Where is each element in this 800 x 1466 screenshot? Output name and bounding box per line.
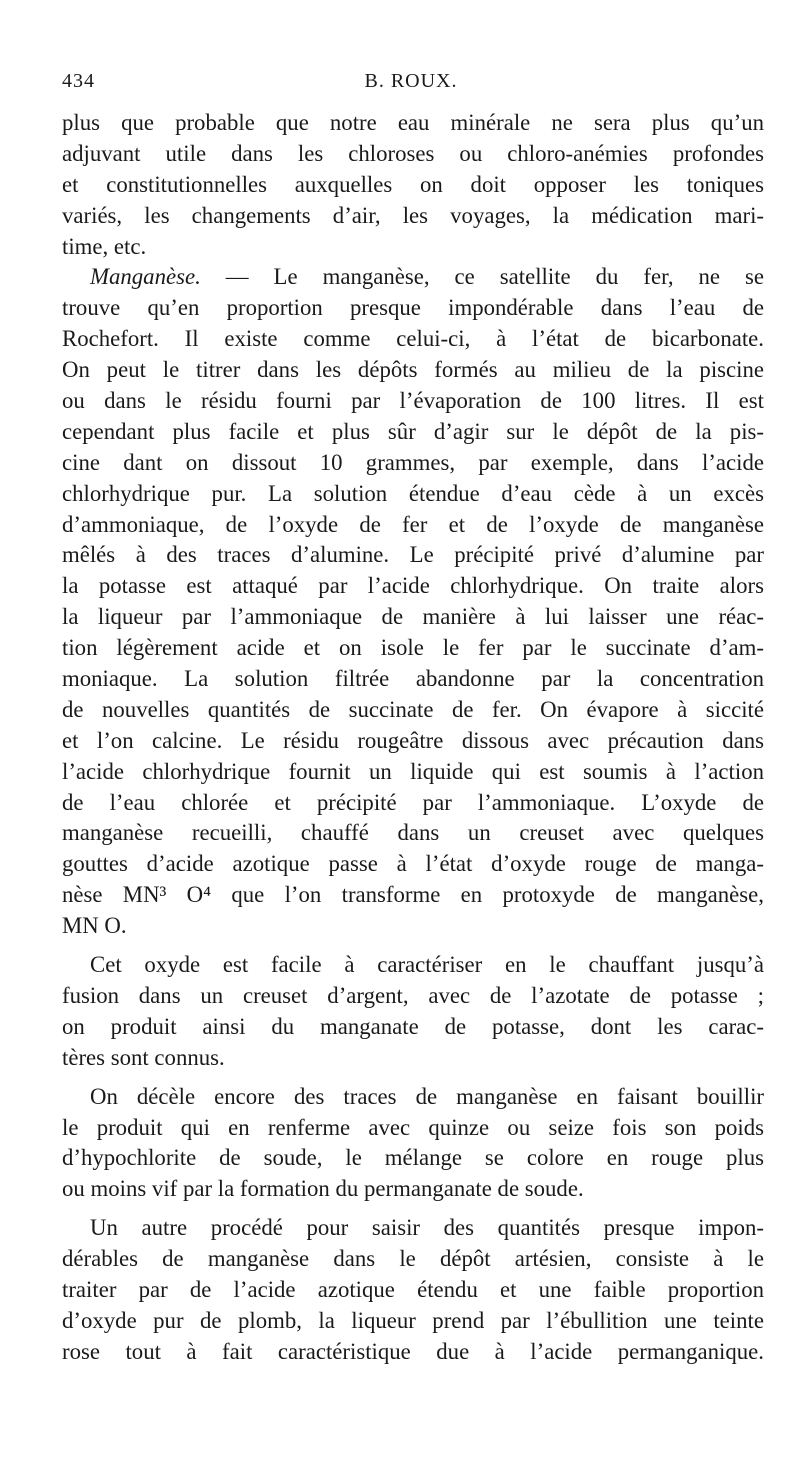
- paragraph: [62, 1213, 764, 1367]
- text-line: traiter par de l’acide azotique étendu et une faible proportion: [62, 1276, 764, 1302]
- text-line: moniaque. La solution filtrée abandonne par la concentration: [62, 666, 764, 692]
- text-line: le produit qui en renferme avec quinze ou seize fois son poids: [62, 1114, 764, 1140]
- text-line: plus que probable que notre eau minérale ne sera plus qu’un: [62, 110, 764, 135]
- text-line: Rochefort. Il existe comme celui-ci, à l’état de bicarbonate.: [62, 326, 764, 352]
- text-line: Cet oxyde est facile à caractériser en le chauffant jusqu’à: [90, 952, 764, 978]
- text-line: adjuvant utile dans les chloroses ou chloro-anémies profondes: [62, 140, 764, 166]
- text-line: d’oxyde pur de plomb, la liqueur prend par l’ébullition une teinte: [62, 1307, 764, 1333]
- text-line: cine dant on dissout 10 grammes, par exemple, dans l’acide: [62, 449, 764, 475]
- paragraph: [62, 262, 764, 942]
- text-line: chlorhydrique pur. La solution étendue d’eau cède à un excès: [62, 480, 764, 506]
- text-line: de nouvelles quantités de succinate de fer. On évapore à siccité: [62, 696, 764, 722]
- text-line: MN O.: [62, 913, 127, 939]
- text-line: la potasse est attaqué par l’acide chlorhydrique. On traite alors: [62, 573, 764, 599]
- text-line: fusion dans un creuset d’argent, avec de l’azotate de potasse ;: [62, 982, 764, 1008]
- text-line: mêlés à des traces d’alumine. Le précipité privé d’alumine par: [62, 542, 764, 568]
- text-line: ou dans le résidu fourni par l’évaporation de 100 litres. Il est: [62, 388, 764, 414]
- text-line: dérables de manganèse dans le dépôt artésien, consiste à le: [62, 1246, 764, 1272]
- text-line: et l’on calcine. Le résidu rougeâtre dissous avec précaution dans: [62, 727, 764, 753]
- text-line: et constitutionnelles auxquelles on doit opposer les toniques: [62, 171, 764, 197]
- text-line: de l’eau chlorée et précipité par l’ammoniaque. L’oxyde de: [62, 789, 764, 815]
- text-line: variés, les changements d’air, les voyages, la médication mari-: [62, 202, 764, 228]
- text-line: nèse MN³ O⁴ que l’on transforme en protoxyde de manganèse,: [62, 882, 764, 908]
- text-line: On décèle encore des traces de manganèse en faisant bouillir: [90, 1083, 764, 1109]
- text-line: d’hypochlorite de soude, le mélange se colore en rouge plus: [62, 1145, 764, 1171]
- text-line-rest: — Le manganèse, ce satellite du fer, ne se: [200, 264, 764, 290]
- section-heading: Manganèse.: [90, 264, 201, 290]
- paragraph: [62, 1082, 764, 1206]
- text-line: trouve qu’en proportion presque impondérable dans l’eau de: [62, 295, 764, 321]
- text-line: l’acide chlorhydrique fournit un liquide qui est soumis à l’action: [62, 758, 764, 784]
- text-line: rose tout à fait caractéristique due à l’acide permanganique.: [62, 1338, 764, 1364]
- text-line: manganèse recueilli, chauffé dans un creuset avec quelques: [62, 820, 764, 846]
- body-text: [62, 108, 764, 1368]
- text-line: d’ammoniaque, de l’oxyde de fer et de l’oxyde de manganèse: [62, 511, 764, 537]
- text-line: tères sont connus.: [62, 1044, 225, 1070]
- paragraph: [62, 950, 764, 1074]
- page-header: [62, 70, 760, 100]
- text-line: [62, 262, 764, 293]
- text-line: time, etc.: [62, 233, 147, 259]
- text-line: On peut le titrer dans les dépôts formés au milieu de la piscine: [62, 357, 764, 383]
- text-line: gouttes d’acide azotique passe à l’état d’oxyde rouge de manga-: [62, 851, 764, 877]
- text-line: tion légèrement acide et on isole le fer par le succinate d’am-: [62, 635, 764, 661]
- text-line: on produit ainsi du manganate de potasse, dont les carac-: [62, 1013, 764, 1039]
- text-line: la liqueur par l’ammoniaque de manière à lui laisser une réac-: [62, 604, 764, 630]
- running-head: B. ROUX.: [364, 70, 458, 92]
- paragraph: [62, 108, 764, 262]
- text-line: cependant plus facile et plus sûr d’agir sur le dépôt de la pis-: [62, 418, 764, 444]
- text-line: Un autre procédé pour saisir des quantités presque impon-: [90, 1215, 764, 1241]
- text-line: ou moins vif par la formation du permanganate de soude.: [62, 1176, 584, 1202]
- page-number: 434: [62, 70, 95, 92]
